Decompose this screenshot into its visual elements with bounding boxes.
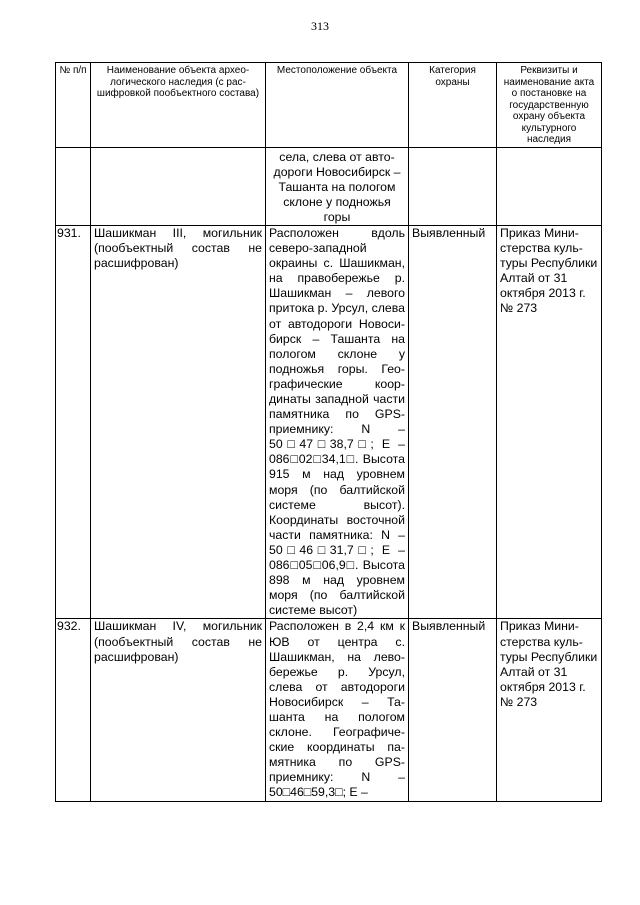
continuation-number-cell bbox=[56, 147, 91, 225]
table-row-continuation bbox=[56, 147, 602, 225]
object-location: Расположен в 2,4 км к ЮВ от центра с. Шашикман, на левобережье р. Урсул, слева от автодороги Новосибирск – Ташанта на пологом склоне. Географические координаты памятника по GPS-приемнику: N – 50□46□59,3□; E – bbox=[266, 619, 409, 801]
row-number: 931. bbox=[56, 225, 91, 618]
object-name: Шашикман IV, могильник (пообъектный состав не расшифрован) bbox=[91, 619, 266, 801]
header-number: № п/п bbox=[56, 63, 91, 148]
object-location: Расположен вдоль северо-западной окраины с. Шашикман, на правобережье р. Шашикман – левого притока р. Урсул, слева от автодороги Новосибирск – Ташанта на пологом склоне у подножья горы. Географические координаты западной части памятника по GPS-приемнику: N – 50□47□38,7□; E – 086□02□34,1□. Высота 915 м над уровнем моря (по балтийской системе высот). Координаты восточной части памятника: N – 50□46□31,7□; E – 086□05□06,9□. Высота 898 м над уровнем моря (по балтийской системе высот) bbox=[266, 225, 409, 618]
header-protection-category: Категория охраны bbox=[409, 63, 497, 148]
protection-category: Выявленный bbox=[409, 225, 497, 618]
protection-category: Выявленный bbox=[409, 619, 497, 801]
header-act-details: Реквизиты и наименование акта о постановке на государственную охрану объекта культурного наследия bbox=[497, 63, 602, 148]
header-location: Местоположение объекта bbox=[266, 63, 409, 148]
table-row bbox=[56, 225, 602, 618]
continuation-category-cell bbox=[409, 147, 497, 225]
object-name: Шашикман III, могильник (пообъектный состав не расшифрован) bbox=[91, 225, 266, 618]
continuation-name-cell bbox=[91, 147, 266, 225]
table-header-row bbox=[56, 63, 602, 148]
act-details: Приказ Министерства культуры Республики Алтай от 31 октября 2013 г. № 273 bbox=[497, 225, 602, 618]
act-details: Приказ Министерства культуры Республики Алтай от 31 октября 2013 г. № 273 bbox=[497, 619, 602, 801]
header-object-name: Наименование объекта археологического наследия (с расшифровкой пообъектного состава) bbox=[91, 63, 266, 148]
heritage-objects-table bbox=[55, 62, 602, 802]
table-row bbox=[56, 619, 602, 801]
continuation-act-cell bbox=[497, 147, 602, 225]
page-number: 313 bbox=[311, 19, 329, 33]
continuation-location-cell: села, слева от автодороги Новосибирск –Ташанта на пологом склоне у подножья горы bbox=[266, 147, 409, 225]
row-number: 932. bbox=[56, 619, 91, 801]
